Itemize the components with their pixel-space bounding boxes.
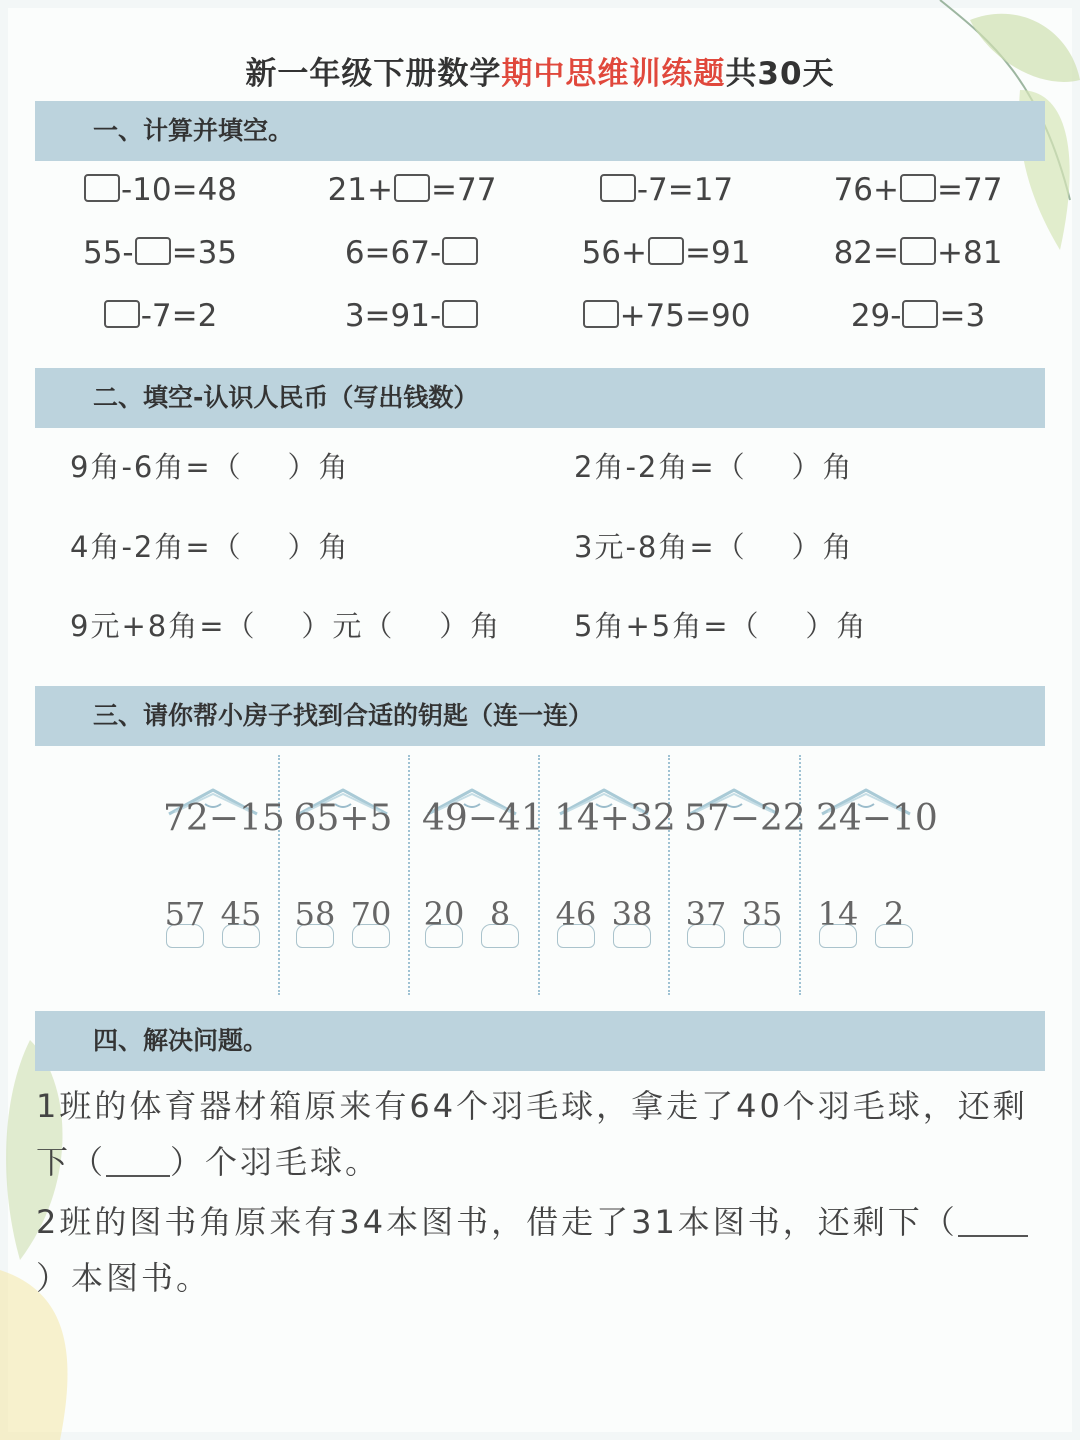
equation-right: =3: [939, 298, 986, 334]
house-1[interactable]: [163, 784, 285, 839]
money-item-2-right: 3元-8角=（ ）角: [574, 530, 854, 564]
section-heading-4: 四、解决问题。: [35, 1011, 1045, 1071]
key-number: 20: [423, 895, 465, 933]
word-problem-2-text: 2班的图书角原来有34本图书，借走了31本图书，还剩下（: [36, 1203, 958, 1241]
section-heading-2: 二、填空-认识人民币（写出钱数）: [35, 368, 1045, 428]
equation-right: -7=2: [140, 298, 218, 334]
equation-right: =91: [685, 235, 751, 271]
answer-box[interactable]: [902, 300, 938, 328]
calc-equation: [40, 172, 280, 208]
divider-line: [538, 755, 540, 995]
calc-equation: [546, 235, 786, 271]
calc-equation: [40, 298, 280, 334]
money-item-1-left: 9角-6角=（ ）角: [70, 450, 350, 484]
calc-equation: [292, 172, 532, 208]
equation-right: -7=17: [636, 172, 734, 208]
word-problem-1-end: ）个羽毛球。: [170, 1143, 381, 1181]
house-6[interactable]: [816, 784, 938, 839]
answer-box[interactable]: [135, 237, 171, 265]
house-expression: 57−22: [684, 798, 806, 839]
equation-left: 6=67-: [344, 235, 442, 271]
house-2[interactable]: [293, 784, 393, 839]
equation-left: 29-: [850, 298, 902, 334]
key-number: 57: [164, 895, 206, 933]
key-number: 38: [611, 895, 653, 933]
equation-right: -10=48: [120, 172, 238, 208]
page-title: [0, 48, 1080, 93]
calc-equation: [292, 235, 532, 271]
house-expression: 49−41: [422, 798, 544, 839]
answer-box[interactable]: [600, 174, 636, 202]
title-part2: 共30天: [725, 56, 835, 92]
title-highlight: 期中思维训练题: [501, 56, 726, 92]
equation-right: =77: [937, 172, 1003, 208]
equation-left: 82=: [833, 235, 899, 271]
house-4[interactable]: [554, 784, 676, 839]
divider-line: [799, 755, 801, 995]
answer-blank[interactable]: [958, 1205, 1028, 1237]
equation-right: +81: [937, 235, 1003, 271]
calc-equation: [798, 298, 1038, 334]
calc-equation: [40, 235, 280, 271]
answer-box[interactable]: [442, 300, 478, 328]
key-number: 37: [685, 895, 727, 933]
key[interactable]: [740, 896, 784, 948]
house-expression: 72−15: [163, 798, 285, 839]
key-number: 58: [294, 895, 336, 933]
equation-left: 56+: [581, 235, 647, 271]
calc-equation: [546, 172, 786, 208]
calc-equation: [798, 172, 1038, 208]
key-number: 45: [220, 895, 262, 933]
equation-right: =35: [171, 235, 238, 271]
answer-box[interactable]: [900, 237, 936, 265]
key-group: [412, 896, 532, 948]
answer-box[interactable]: [394, 174, 430, 202]
key-group: [806, 896, 926, 948]
word-problem-2: [36, 1194, 1046, 1306]
key[interactable]: [816, 896, 860, 948]
money-item-3-right: 5角+5角=（ ）角: [574, 609, 868, 643]
equation-right: =77: [431, 172, 497, 208]
equation-right: +75=90: [619, 298, 751, 334]
key-number: 8: [489, 895, 511, 933]
key[interactable]: [554, 896, 598, 948]
equation-left: 21+: [327, 172, 393, 208]
key[interactable]: [872, 896, 916, 948]
key-group: [283, 896, 403, 948]
key[interactable]: [349, 896, 393, 948]
money-item-1-right: 2角-2角=（ ）角: [574, 450, 854, 484]
key[interactable]: [163, 896, 207, 948]
key-number: 2: [883, 895, 905, 933]
answer-blank[interactable]: [106, 1145, 170, 1177]
word-problem-1-text: 1班的体育器材箱原来有64个羽毛球，拿走了40个羽毛球，还剩下（: [36, 1087, 1028, 1181]
section-heading-3: 三、请你帮小房子找到合适的钥匙（连一连）: [35, 686, 1045, 746]
key[interactable]: [293, 896, 337, 948]
key[interactable]: [422, 896, 466, 948]
calc-equation: [798, 235, 1038, 271]
money-item-3-left: 9元+8角=（ ）元（ ）角: [70, 609, 502, 643]
key-group: [153, 896, 273, 948]
calc-equation: [292, 298, 532, 334]
house-expression: 65+5: [293, 798, 393, 839]
equation-left: 3=91-: [344, 298, 442, 334]
house-5[interactable]: [684, 784, 806, 839]
house-3[interactable]: [422, 784, 544, 839]
key-number: 14: [817, 895, 859, 933]
section-heading-1: 一、计算并填空。: [35, 101, 1045, 161]
divider-line: [668, 755, 670, 995]
key-group: [544, 896, 664, 948]
word-problem-2-end: ）本图书。: [36, 1259, 212, 1297]
answer-box[interactable]: [84, 174, 120, 202]
word-problem-1: [36, 1078, 1046, 1190]
divider-line: [408, 755, 410, 995]
house-expression: 24−10: [816, 798, 938, 839]
calc-equation: [546, 298, 786, 334]
key-number: 35: [741, 895, 783, 933]
title-part1: 新一年级下册数学: [245, 56, 502, 92]
divider-line: [278, 755, 280, 995]
answer-box[interactable]: [900, 174, 936, 202]
answer-box[interactable]: [442, 237, 478, 265]
equation-left: 55-: [82, 235, 134, 271]
key[interactable]: [478, 896, 522, 948]
key[interactable]: [610, 896, 654, 948]
key-number: 70: [350, 895, 392, 933]
key-group: [674, 896, 794, 948]
key-number: 46: [555, 895, 597, 933]
house-expression: 14+32: [554, 798, 676, 839]
equation-left: 76+: [833, 172, 899, 208]
key[interactable]: [684, 896, 728, 948]
answer-box[interactable]: [583, 300, 619, 328]
answer-box[interactable]: [648, 237, 684, 265]
key[interactable]: [219, 896, 263, 948]
money-item-2-left: 4角-2角=（ ）角: [70, 530, 350, 564]
answer-box[interactable]: [104, 300, 140, 328]
